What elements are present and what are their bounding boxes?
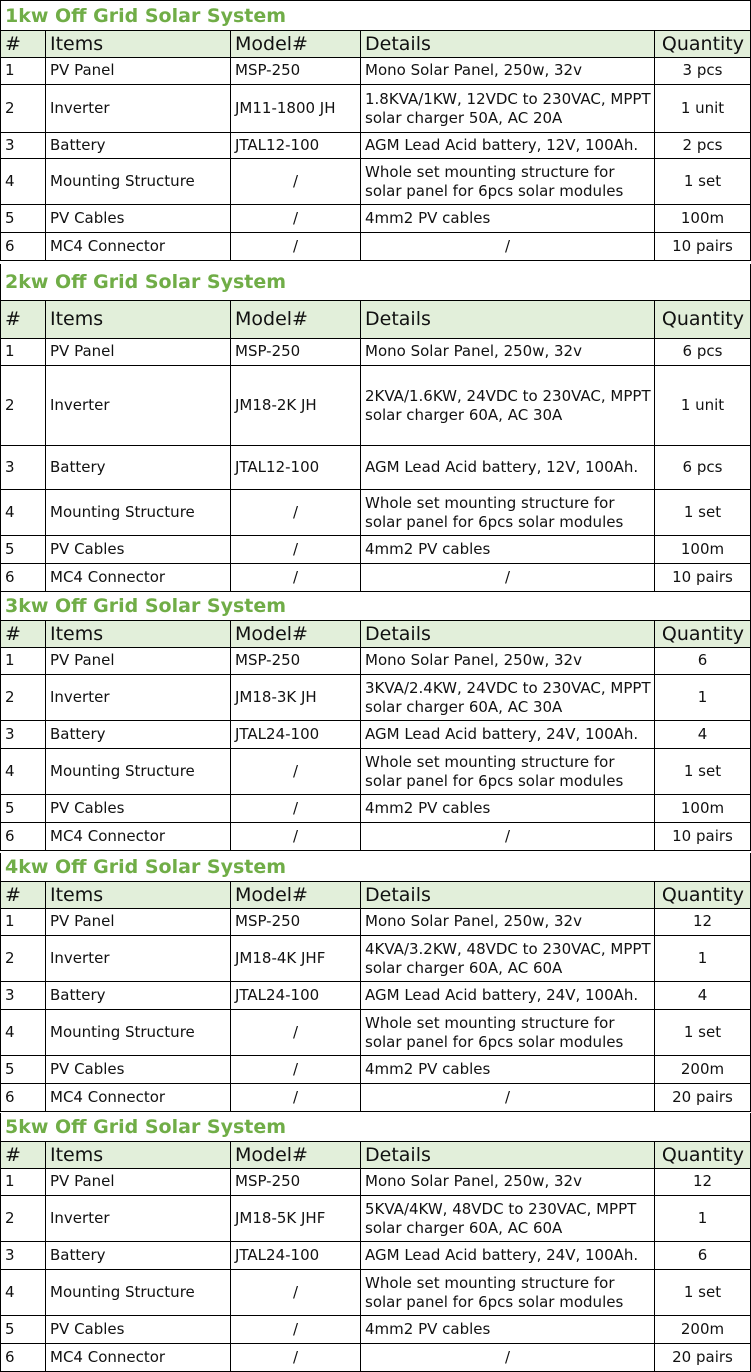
cell-details: 4mm2 PV cables: [360, 1056, 654, 1084]
header-quantity: Quantity: [654, 31, 751, 58]
cell-details: Mono Solar Panel, 250w, 32v: [360, 338, 654, 366]
header-details: Details: [360, 31, 654, 58]
cell-quantity: 6 pcs: [654, 338, 751, 366]
section-title: 2kw Off Grid Solar System: [0, 264, 751, 300]
cell-details: Whole set mounting structure for solar panel for 6pcs solar modules: [360, 1010, 654, 1056]
cell-model: /: [230, 490, 360, 536]
cell-number: 1: [0, 57, 45, 85]
header-details: Details: [360, 621, 654, 648]
cell-number: 3: [0, 133, 45, 159]
cell-item: PV Panel: [45, 57, 230, 85]
cell-quantity: 10 pairs: [654, 564, 751, 592]
cell-quantity: 1 set: [654, 1010, 751, 1056]
cell-item: Inverter: [45, 936, 230, 982]
table-header-row: [0, 1141, 751, 1168]
cell-details: /: [360, 233, 654, 261]
cell-details: Mono Solar Panel, 250w, 32v: [360, 57, 654, 85]
cell-model: JTAL24-100: [230, 982, 360, 1010]
table-row: [0, 1168, 751, 1196]
table-row: [0, 1196, 751, 1242]
cell-number: 2: [0, 366, 45, 446]
cell-model: MSP-250: [230, 1168, 360, 1196]
section-title: 1kw Off Grid Solar System: [0, 1, 751, 30]
cell-item: PV Cables: [45, 1056, 230, 1084]
header-items: Items: [45, 301, 230, 339]
cell-model: JTAL12-100: [230, 133, 360, 159]
cell-quantity: 10 pairs: [654, 233, 751, 261]
cell-quantity: 1 set: [654, 749, 751, 795]
table-row: [0, 823, 751, 851]
cell-model: /: [230, 1010, 360, 1056]
cell-quantity: 1: [654, 675, 751, 721]
cell-model: /: [230, 1270, 360, 1316]
cell-details: /: [360, 823, 654, 851]
cell-quantity: 10 pairs: [654, 823, 751, 851]
cell-item: Mounting Structure: [45, 159, 230, 205]
cell-details: 1.8KVA/1KW, 12VDC to 230VAC, MPPT solar charger 50A, AC 20A: [360, 85, 654, 133]
cell-quantity: 200m: [654, 1056, 751, 1084]
cell-model: JM18-5K JHF: [230, 1196, 360, 1242]
table-row: [0, 1010, 751, 1056]
cell-model: /: [230, 1316, 360, 1344]
cell-item: PV Cables: [45, 205, 230, 233]
table-row: [0, 57, 751, 85]
cell-quantity: 20 pairs: [654, 1344, 751, 1372]
cell-number: 4: [0, 159, 45, 205]
cell-model: JM18-4K JHF: [230, 936, 360, 982]
cell-model: /: [230, 205, 360, 233]
table-row: [0, 1270, 751, 1316]
cell-quantity: 2 pcs: [654, 133, 751, 159]
cell-model: /: [230, 1056, 360, 1084]
header-model: Model#: [230, 621, 360, 648]
cell-item: MC4 Connector: [45, 564, 230, 592]
cell-quantity: 1 set: [654, 490, 751, 536]
cell-details: 4KVA/3.2KW, 48VDC to 230VAC, MPPT solar charger 60A, AC 60A: [360, 936, 654, 982]
cell-details: Mono Solar Panel, 250w, 32v: [360, 908, 654, 936]
table-row: [0, 205, 751, 233]
cell-model: /: [230, 749, 360, 795]
table-row: [0, 936, 751, 982]
cell-item: Inverter: [45, 675, 230, 721]
cell-number: 5: [0, 536, 45, 564]
cell-item: MC4 Connector: [45, 1344, 230, 1372]
header-quantity: Quantity: [654, 301, 751, 339]
cell-number: 2: [0, 936, 45, 982]
cell-details: 4mm2 PV cables: [360, 205, 654, 233]
cell-quantity: 200m: [654, 1316, 751, 1344]
cell-item: Mounting Structure: [45, 1010, 230, 1056]
table-row: [0, 564, 751, 592]
cell-model: JM11-1800 JH: [230, 85, 360, 133]
cell-number: 1: [0, 908, 45, 936]
header-details: Details: [360, 301, 654, 339]
section-title: 5kw Off Grid Solar System: [0, 1113, 751, 1141]
table-row: [0, 85, 751, 133]
cell-item: Battery: [45, 133, 230, 159]
cell-number: 3: [0, 446, 45, 490]
cell-quantity: 3 pcs: [654, 57, 751, 85]
cell-details: /: [360, 1084, 654, 1112]
cell-number: 1: [0, 647, 45, 675]
header-model: Model#: [230, 1142, 360, 1169]
cell-item: PV Cables: [45, 1316, 230, 1344]
cell-number: 5: [0, 1316, 45, 1344]
cell-quantity: 1 unit: [654, 366, 751, 446]
header-items: Items: [45, 31, 230, 58]
cell-details: Whole set mounting structure for solar panel for 6pcs solar modules: [360, 159, 654, 205]
table-row: [0, 338, 751, 366]
table-header-row: [0, 881, 751, 908]
section-title: 4kw Off Grid Solar System: [0, 853, 751, 881]
cell-details: /: [360, 564, 654, 592]
cell-details: AGM Lead Acid battery, 12V, 100Ah.: [360, 446, 654, 490]
table-row: [0, 982, 751, 1010]
cell-number: 4: [0, 490, 45, 536]
header-model: Model#: [230, 31, 360, 58]
header-details: Details: [360, 1142, 654, 1169]
cell-item: Battery: [45, 1242, 230, 1270]
cell-model: JTAL24-100: [230, 721, 360, 749]
cell-item: Mounting Structure: [45, 749, 230, 795]
cell-model: MSP-250: [230, 57, 360, 85]
cell-item: MC4 Connector: [45, 1084, 230, 1112]
cell-number: 6: [0, 823, 45, 851]
table-row: [0, 446, 751, 490]
cell-model: MSP-250: [230, 647, 360, 675]
cell-quantity: 20 pairs: [654, 1084, 751, 1112]
table-row: [0, 490, 751, 536]
table-row: [0, 159, 751, 205]
cell-model: /: [230, 795, 360, 823]
cell-quantity: 1 set: [654, 1270, 751, 1316]
cell-details: Whole set mounting structure for solar panel for 6pcs solar modules: [360, 490, 654, 536]
table-row: [0, 1242, 751, 1270]
cell-item: MC4 Connector: [45, 823, 230, 851]
cell-number: 6: [0, 1084, 45, 1112]
cell-details: 5KVA/4KW, 48VDC to 230VAC, MPPT solar charger 60A, AC 60A: [360, 1196, 654, 1242]
header-items: Items: [45, 882, 230, 909]
cell-quantity: 100m: [654, 536, 751, 564]
header-num: #: [0, 621, 45, 648]
cell-number: 5: [0, 205, 45, 233]
cell-model: MSP-250: [230, 908, 360, 936]
cell-quantity: 1 set: [654, 159, 751, 205]
header-quantity: Quantity: [654, 882, 751, 909]
table-header-row: [0, 620, 751, 647]
cell-quantity: 6: [654, 1242, 751, 1270]
cell-number: 5: [0, 795, 45, 823]
table-row: [0, 1056, 751, 1084]
header-num: #: [0, 882, 45, 909]
table-row: [0, 795, 751, 823]
cell-item: Inverter: [45, 85, 230, 133]
cell-model: /: [230, 823, 360, 851]
header-num: #: [0, 31, 45, 58]
table-row: [0, 233, 751, 261]
table-row: [0, 721, 751, 749]
cell-quantity: 1 unit: [654, 85, 751, 133]
table-row: [0, 908, 751, 936]
cell-details: 3KVA/2.4KW, 24VDC to 230VAC, MPPT solar charger 60A, AC 30A: [360, 675, 654, 721]
cell-quantity: 100m: [654, 795, 751, 823]
cell-number: 6: [0, 233, 45, 261]
cell-number: 3: [0, 721, 45, 749]
header-model: Model#: [230, 301, 360, 339]
cell-model: JTAL12-100: [230, 446, 360, 490]
cell-number: 2: [0, 675, 45, 721]
cell-quantity: 6 pcs: [654, 446, 751, 490]
cell-number: 1: [0, 1168, 45, 1196]
cell-number: 3: [0, 982, 45, 1010]
cell-number: 2: [0, 85, 45, 133]
table-row: [0, 1316, 751, 1344]
table-row: [0, 647, 751, 675]
cell-item: PV Panel: [45, 1168, 230, 1196]
cell-details: Whole set mounting structure for solar panel for 6pcs solar modules: [360, 1270, 654, 1316]
cell-item: Inverter: [45, 366, 230, 446]
cell-details: AGM Lead Acid battery, 24V, 100Ah.: [360, 982, 654, 1010]
cell-quantity: 1: [654, 1196, 751, 1242]
header-num: #: [0, 301, 45, 339]
cell-item: Mounting Structure: [45, 1270, 230, 1316]
cell-item: Battery: [45, 446, 230, 490]
cell-item: Battery: [45, 982, 230, 1010]
cell-details: AGM Lead Acid battery, 12V, 100Ah.: [360, 133, 654, 159]
cell-quantity: 12: [654, 1168, 751, 1196]
cell-quantity: 4: [654, 982, 751, 1010]
cell-item: Inverter: [45, 1196, 230, 1242]
header-quantity: Quantity: [654, 621, 751, 648]
table-row: [0, 536, 751, 564]
cell-model: /: [230, 1084, 360, 1112]
cell-item: MC4 Connector: [45, 233, 230, 261]
header-items: Items: [45, 621, 230, 648]
cell-model: /: [230, 159, 360, 205]
cell-number: 4: [0, 1010, 45, 1056]
cell-details: Whole set mounting structure for solar panel for 6pcs solar modules: [360, 749, 654, 795]
cell-details: 4mm2 PV cables: [360, 795, 654, 823]
cell-item: Battery: [45, 721, 230, 749]
table-row: [0, 675, 751, 721]
table-header-row: [0, 300, 751, 338]
table-row: [0, 1084, 751, 1112]
cell-number: 4: [0, 749, 45, 795]
cell-model: JTAL24-100: [230, 1242, 360, 1270]
cell-quantity: 1: [654, 936, 751, 982]
cell-number: 4: [0, 1270, 45, 1316]
cell-details: Mono Solar Panel, 250w, 32v: [360, 647, 654, 675]
header-quantity: Quantity: [654, 1142, 751, 1169]
cell-item: PV Cables: [45, 536, 230, 564]
cell-model: /: [230, 536, 360, 564]
cell-details: 2KVA/1.6KW, 24VDC to 230VAC, MPPT solar charger 60A, AC 30A: [360, 366, 654, 446]
header-model: Model#: [230, 882, 360, 909]
table-row: [0, 133, 751, 159]
cell-details: AGM Lead Acid battery, 24V, 100Ah.: [360, 721, 654, 749]
cell-quantity: 6: [654, 647, 751, 675]
cell-model: /: [230, 564, 360, 592]
table-row: [0, 1344, 751, 1372]
cell-details: 4mm2 PV cables: [360, 536, 654, 564]
cell-number: 2: [0, 1196, 45, 1242]
cell-model: /: [230, 1344, 360, 1372]
table-row: [0, 366, 751, 446]
cell-number: 5: [0, 1056, 45, 1084]
cell-number: 6: [0, 564, 45, 592]
section-title: 3kw Off Grid Solar System: [0, 592, 751, 620]
cell-quantity: 4: [654, 721, 751, 749]
table-header-row: [0, 30, 751, 57]
header-details: Details: [360, 882, 654, 909]
cell-item: PV Panel: [45, 908, 230, 936]
header-num: #: [0, 1142, 45, 1169]
cell-quantity: 12: [654, 908, 751, 936]
cell-model: MSP-250: [230, 338, 360, 366]
cell-item: Mounting Structure: [45, 490, 230, 536]
cell-model: JM18-2K JH: [230, 366, 360, 446]
cell-item: PV Panel: [45, 647, 230, 675]
cell-number: 3: [0, 1242, 45, 1270]
cell-item: PV Cables: [45, 795, 230, 823]
cell-model: /: [230, 233, 360, 261]
cell-item: PV Panel: [45, 338, 230, 366]
cell-details: /: [360, 1344, 654, 1372]
table-row: [0, 749, 751, 795]
cell-number: 1: [0, 338, 45, 366]
cell-details: 4mm2 PV cables: [360, 1316, 654, 1344]
header-items: Items: [45, 1142, 230, 1169]
cell-quantity: 100m: [654, 205, 751, 233]
cell-details: AGM Lead Acid battery, 24V, 100Ah.: [360, 1242, 654, 1270]
cell-number: 6: [0, 1344, 45, 1372]
cell-details: Mono Solar Panel, 250w, 32v: [360, 1168, 654, 1196]
cell-model: JM18-3K JH: [230, 675, 360, 721]
